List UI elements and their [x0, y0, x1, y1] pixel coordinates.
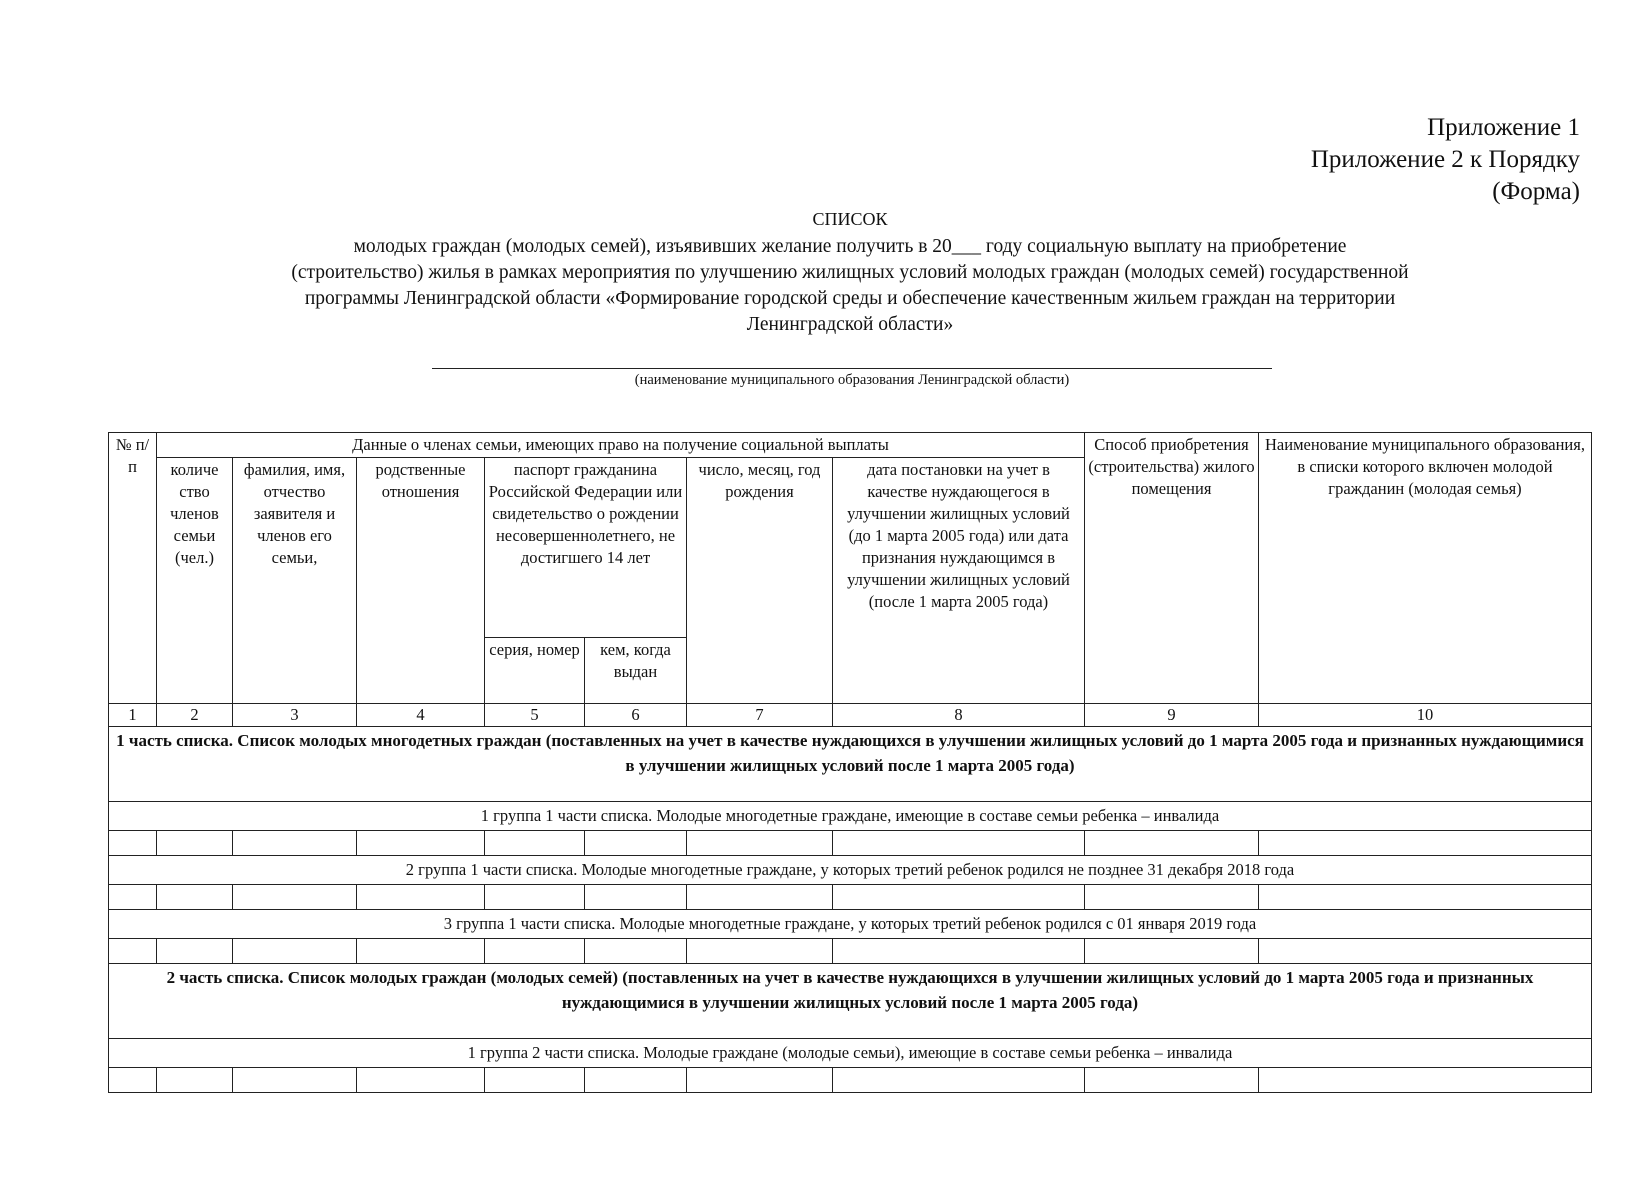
- header-row-1: [109, 433, 1592, 458]
- header-member-count: количе ство членов семьи (чел.): [157, 458, 233, 704]
- data-cell: [585, 831, 687, 856]
- header-passport-series: серия, номер: [485, 638, 585, 704]
- data-cell: [157, 939, 233, 964]
- municipality-fill-line: [432, 368, 1272, 369]
- data-cell: [833, 1068, 1085, 1093]
- data-cell: [109, 885, 157, 910]
- column-number: 5: [485, 704, 585, 727]
- column-number: 6: [585, 704, 687, 727]
- data-cell: [357, 939, 485, 964]
- data-cell: [485, 1068, 585, 1093]
- column-number: 1: [109, 704, 157, 727]
- data-cell: [687, 831, 833, 856]
- appendix-line-1: Приложение 1: [1427, 114, 1580, 141]
- part2-group1-label: 1 группа 2 части списка. Молодые граждане (молодые семьи), имеющие в составе семьи ребенка – инвалида: [109, 1039, 1592, 1068]
- header-relation: родственные отношения: [357, 458, 485, 704]
- appendix-line-3: (Форма): [1492, 178, 1580, 205]
- data-cell: [233, 1068, 357, 1093]
- header-passport: паспорт гражданина Российской Федерации или свидетельство о рождении несовершеннолетнего, не достигшего 14 лет: [485, 458, 687, 638]
- header-full-name: фамилия, имя, отчество заявителя и членов его семьи,: [233, 458, 357, 704]
- data-cell: [687, 885, 833, 910]
- young-families-list-table: [108, 432, 1592, 1093]
- data-cell: [233, 885, 357, 910]
- data-cell: [109, 1068, 157, 1093]
- part1-group2-label: 2 группа 1 части списка. Молодые многодетные граждане, у которых третий ребенок родился не позднее 31 декабря 2018 года: [109, 856, 1592, 885]
- data-cell: [1259, 885, 1592, 910]
- data-cell: [1085, 885, 1259, 910]
- title-word: СПИСОК: [812, 209, 888, 229]
- title-line-4: Ленинградской области»: [746, 314, 954, 335]
- data-cell: [585, 1068, 687, 1093]
- header-acquisition-method: Способ приобретения (строительства) жилого помещения: [1085, 433, 1259, 704]
- column-number: 8: [833, 704, 1085, 727]
- column-number: 3: [233, 704, 357, 727]
- data-cell: [687, 1068, 833, 1093]
- data-cell: [833, 885, 1085, 910]
- header-family-data: Данные о членах семьи, имеющих право на получение социальной выплаты: [157, 433, 1085, 458]
- column-number: 10: [1259, 704, 1592, 727]
- data-cell: [485, 885, 585, 910]
- data-cell: [157, 885, 233, 910]
- part1-heading-row: [109, 727, 1592, 802]
- column-numbers-row: [109, 704, 1592, 727]
- column-number: 2: [157, 704, 233, 727]
- part1-group2-row: [109, 856, 1592, 885]
- column-number: 7: [687, 704, 833, 727]
- column-number: 4: [357, 704, 485, 727]
- part2-heading-row: [109, 964, 1592, 1039]
- data-cell: [357, 831, 485, 856]
- data-cell: [233, 831, 357, 856]
- data-row: [109, 831, 1592, 856]
- data-cell: [833, 831, 1085, 856]
- data-cell: [1259, 1068, 1592, 1093]
- data-cell: [157, 1068, 233, 1093]
- data-cell: [109, 939, 157, 964]
- part1-group3-label: 3 группа 1 части списка. Молодые многодетные граждане, у которых третий ребенок родился с 01 января 2019 года: [109, 910, 1592, 939]
- municipality-caption: (наименование муниципального образования Ленинградской области): [634, 372, 1070, 388]
- column-number: 9: [1085, 704, 1259, 727]
- data-cell: [109, 831, 157, 856]
- data-cell: [585, 885, 687, 910]
- header-passport-issued: кем, когда выдан: [585, 638, 687, 704]
- data-cell: [1085, 831, 1259, 856]
- title-line-3: программы Ленинградской области «Формирование городской среды и обеспечение качественным жильем граждан на территории: [304, 288, 1396, 309]
- header-municipality: Наименование муниципального образования, в списки которого включен молодой гражданин (молодая семья): [1259, 433, 1592, 704]
- data-row: [109, 885, 1592, 910]
- part1-group1-label: 1 группа 1 части списка. Молодые многодетные граждане, имеющие в составе семьи ребенка – инвалида: [109, 802, 1592, 831]
- data-cell: [1085, 1068, 1259, 1093]
- data-cell: [157, 831, 233, 856]
- appendix-header: [1311, 112, 1580, 208]
- data-cell: [233, 939, 357, 964]
- part1-group1-row: [109, 802, 1592, 831]
- title-line-2: (строительство) жилья в рамках мероприятия по улучшению жилищных условий молодых граждан (молодых семей) государственной: [291, 262, 1409, 283]
- data-cell: [1085, 939, 1259, 964]
- data-cell: [585, 939, 687, 964]
- data-cell: [485, 831, 585, 856]
- part2-group1-row: [109, 1039, 1592, 1068]
- data-row: [109, 1068, 1592, 1093]
- part2-heading: 2 часть списка. Список молодых граждан (молодых семей) (поставленных на учет в качестве нуждающихся в улучшении жилищных условий до 1 марта 2005 года и признанных нуждающимися в улучшении жилищных условий после 1 марта 2005 года): [109, 964, 1592, 1039]
- header-registration-date: дата постановки на учет в качестве нуждающегося в улучшении жилищных условий (до 1 марта 2005 года) или дата признания нуждающимся в улучшении жилищных условий (после 1 марта 2005 года): [833, 458, 1085, 704]
- header-col-num: № п/п: [109, 433, 157, 704]
- data-cell: [1259, 831, 1592, 856]
- document-title: [150, 206, 1550, 338]
- part1-heading: 1 часть списка. Список молодых многодетных граждан (поставленных на учет в качестве нуждающихся в улучшении жилищных условий до 1 марта 2005 года и признанных нуждающимися в улучшении жилищных условий после 1 марта 2005 года): [109, 727, 1592, 802]
- title-line-1: молодых граждан (молодых семей), изъявивших желание получить в 20___ году социальную выплату на приобретение: [353, 236, 1347, 257]
- data-cell: [357, 885, 485, 910]
- data-cell: [687, 939, 833, 964]
- part1-group3-row: [109, 910, 1592, 939]
- data-row: [109, 939, 1592, 964]
- data-cell: [357, 1068, 485, 1093]
- data-cell: [1259, 939, 1592, 964]
- data-cell: [833, 939, 1085, 964]
- data-cell: [485, 939, 585, 964]
- header-birthdate: число, месяц, год рождения: [687, 458, 833, 704]
- appendix-line-2: Приложение 2 к Порядку: [1310, 146, 1580, 173]
